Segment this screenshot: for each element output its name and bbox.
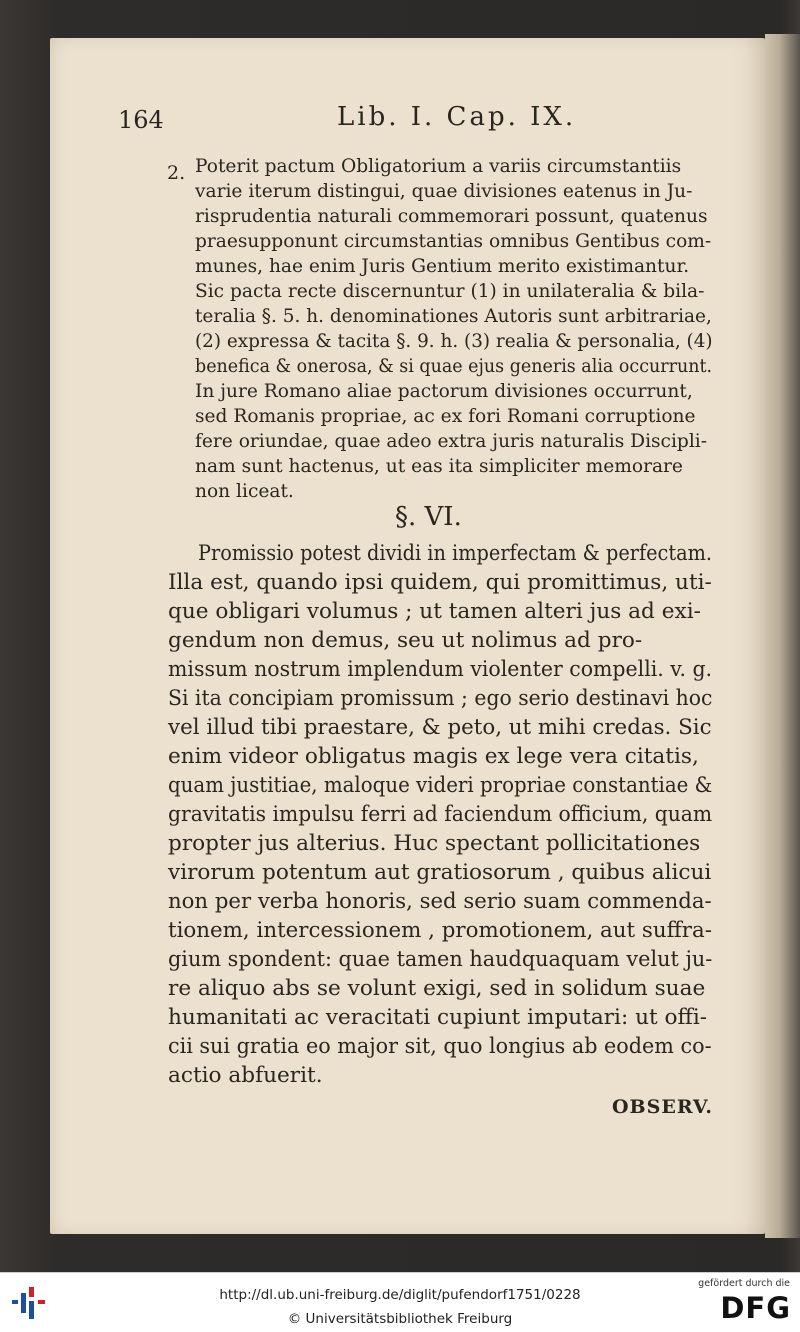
body-line: virorum potentum aut gratiosorum , quibus alicui xyxy=(168,860,712,885)
permalink-url[interactable]: http://dl.ub.uni-freiburg.de/diglit/pufendorf1751/0228 xyxy=(219,1287,581,1303)
body-line: missum nostrum implendum violenter compelli. v. g. xyxy=(168,657,713,682)
funded-by-text: gefördert durch die xyxy=(698,1278,790,1289)
page-number: 164 xyxy=(118,106,164,134)
section-heading: §. VI. xyxy=(395,502,462,532)
note-line: risprudentia naturali commemorari possunt, quatenus xyxy=(195,206,708,227)
body-line: Illa est, quando ipsi quidem, qui promittimus, uti- xyxy=(168,570,712,595)
note-line: fere oriundae, quae adeo extra juris naturalis Discipli- xyxy=(195,431,707,452)
copyright-notice: © Universitätsbibliothek Freiburg xyxy=(287,1311,513,1327)
body-line: propter jus alterius. Huc spectant pollicitationes xyxy=(168,831,701,856)
note-line: varie iterum distingui, quae divisiones eatenus in Ju- xyxy=(195,181,693,202)
note-line: nam sunt hactenus, ut eas ita simpliciter memorare xyxy=(195,456,683,477)
body-line: vel illud tibi praestare, & peto, ut mihi credas. Sic xyxy=(168,715,712,740)
body-line: Si ita concipiam promissum ; ego serio destinavi hoc xyxy=(168,686,713,711)
note-line: In jure Romano aliae pactorum divisiones occurrunt, xyxy=(195,381,693,402)
dfg-logo: DFG xyxy=(720,1291,791,1325)
note-line: sed Romanis propriae, ac ex fori Romani corruptione xyxy=(195,406,696,427)
note-line: benefica & onerosa, & si quae ejus generis alia occurrunt. xyxy=(195,356,713,377)
note-line: non liceat. xyxy=(195,481,294,502)
body-line: actio abfuerit. xyxy=(168,1063,323,1088)
note-line: Poterit pactum Obligatorium a variis circumstantiis xyxy=(195,156,682,177)
body-line: gendum non demus, seu ut nolimus ad pro- xyxy=(168,628,643,653)
body-line: que obligari volumus ; ut tamen alteri jus ad exi- xyxy=(168,599,701,624)
body-line: tionem, intercessionem , promotionem, aut suffra- xyxy=(168,918,712,943)
body-line: enim videor obligatus magis ex lege vera citatis, xyxy=(168,744,699,769)
body-line: gium spondent: quae tamen haudquaquam velut ju- xyxy=(168,947,713,972)
note-line: praesupponunt circumstantias omnibus Gentibus com- xyxy=(195,231,712,252)
note-line: Sic pacta recte discernuntur (1) in unilateralia & bila- xyxy=(195,281,705,302)
body-line: Promissio potest dividi in imperfectam & perfectam. xyxy=(198,541,713,566)
page-edge xyxy=(765,34,800,1238)
catchword: OBSERV. xyxy=(612,1096,713,1118)
body-line: re aliquo abs se volunt exigi, sed in solidum suae xyxy=(168,976,706,1001)
note-line: munes, hae enim Juris Gentium merito existimantur. xyxy=(195,256,690,277)
body-line: cii sui gratia eo major sit, quo longius ab eodem co- xyxy=(168,1034,712,1059)
note-marker: 2. xyxy=(167,162,186,184)
note-line: (2) expressa & tacita §. 9. h. (3) realia & personalia, (4) xyxy=(195,331,713,352)
note-line: teralia §. 5. h. denominationes Autoris sunt arbitrariae, xyxy=(195,306,712,327)
viewer-footer xyxy=(0,1272,800,1332)
body-line: humanitati ac veracitati cupiunt imputari: ut offi- xyxy=(168,1005,708,1030)
body-line: quam justitiae, maloque videri propriae constantiae & xyxy=(168,773,713,798)
running-head: Lib. I. Cap. IX. xyxy=(337,102,577,132)
body-line: gravitatis impulsu ferri ad faciendum officium, quam xyxy=(168,802,713,827)
body-line: non per verba honoris, sed serio suam commenda- xyxy=(168,889,712,914)
